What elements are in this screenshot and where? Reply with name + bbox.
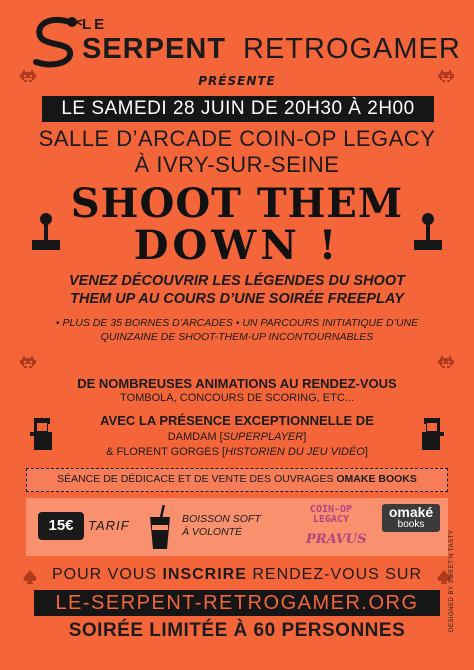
pravus-logo: PRAVUS [306,532,367,547]
guest-florent-role: HISTORIEN DU JEU VIDÉO [225,446,365,458]
inscrire-text [0,566,474,584]
guest-damdam-role: SUPERPLAYER [222,431,304,443]
venue-line-1: SALLE D’ARCADE COIN-OP LEGACY [38,126,436,151]
inscrire-bold: INSCRIRE [162,566,247,583]
presente-label: PRÉSENTE [198,74,276,88]
space-invader-icon [438,356,454,368]
guest-florent-name: & FLORENT GORGES [ [106,446,226,458]
animations-heading: DE NOMBREUSES ANIMATIONS AU RENDEZ-VOUS [77,376,397,391]
inscrire-pre: POUR VOUS [51,566,163,583]
omake-logo-main: omaké [388,504,434,520]
coin-op-legacy-logo [294,505,368,529]
omake-logo-sub: books [397,519,425,530]
inscrire-post: RENDEZ-VOUS SUR [246,566,423,583]
logo [0,14,474,72]
logo-le: LE [82,16,108,33]
guest-damdam-name: DAMDAM [ [167,431,223,443]
coinop-logo-line-2: LEGACY [312,514,350,525]
guest-florent-bracket: ] [364,446,368,458]
venez-text [0,272,474,308]
bullet-text [0,316,474,344]
snake-icon [30,14,84,70]
bullet-line-1: • PLUS DE 35 BORNES D’ARCADES • UN PARCOURS INITIATIQUE D’UNE [55,317,419,329]
title-line-1: SHOOT THEM [70,180,404,227]
website-url[interactable]: LE-SERPENT-RETROGAMER.ORG [34,590,440,616]
invader-row-middle [0,356,474,368]
boisson-line-2: À VOLONTÉ [182,526,243,538]
limit-text: SOIRÉE LIMITÉE À 60 PERSONNES [68,620,406,641]
guest-florent [0,446,474,458]
logo-serpent: SERPENT [82,33,226,65]
designed-by-credit: DESIGNED BY SWEET'N TASTY [449,529,455,632]
dedicace-publisher: OMAKE BOOKS [336,473,417,485]
tombola-text: TOMBOLA, CONCOURS DE SCORING, ETC... [120,392,354,404]
guest-damdam-bracket: ] [303,431,307,443]
tarif-label: TARIF [88,518,130,533]
date-banner: LE SAMEDI 28 JUIN DE 20H30 À 2H00 [42,96,434,122]
dedicace-box [26,468,448,492]
bullet-line-2: QUINZAINE DE SHOOT-THEM-UP INCONTOURNABLES [100,331,374,343]
title-line-2: DOWN ! [133,222,341,269]
guests-heading: AVEC LA PRÉSENCE EXCEPTIONNELLE DE [100,413,374,428]
omake-books-logo [382,504,440,532]
dedicace-text: SÉANCE DE DÉDICACE ET DE VENTE DES OUVRAGES [57,473,337,485]
space-invader-icon [20,356,36,368]
boisson-text [182,513,261,539]
drink-cup-icon [148,505,172,549]
venez-line-2: THEM UP AU COURS D’UNE SOIRÉE FREEPLAY [70,291,404,307]
info-box [26,498,448,556]
venez-line-1: VENEZ DÉCOUVRIR LES LÉGENDES DU SHOOT [69,273,405,289]
guest-damdam [0,431,474,443]
venue-line-2: À IVRY-SUR-SEINE [134,152,340,177]
boisson-line-1: BOISSON SOFT [182,513,261,525]
coinop-logo-line-1: COIN-OP [309,504,353,515]
logo-retrogamer: RETROGAMER [243,33,461,65]
price-badge: 15€ [38,512,84,540]
